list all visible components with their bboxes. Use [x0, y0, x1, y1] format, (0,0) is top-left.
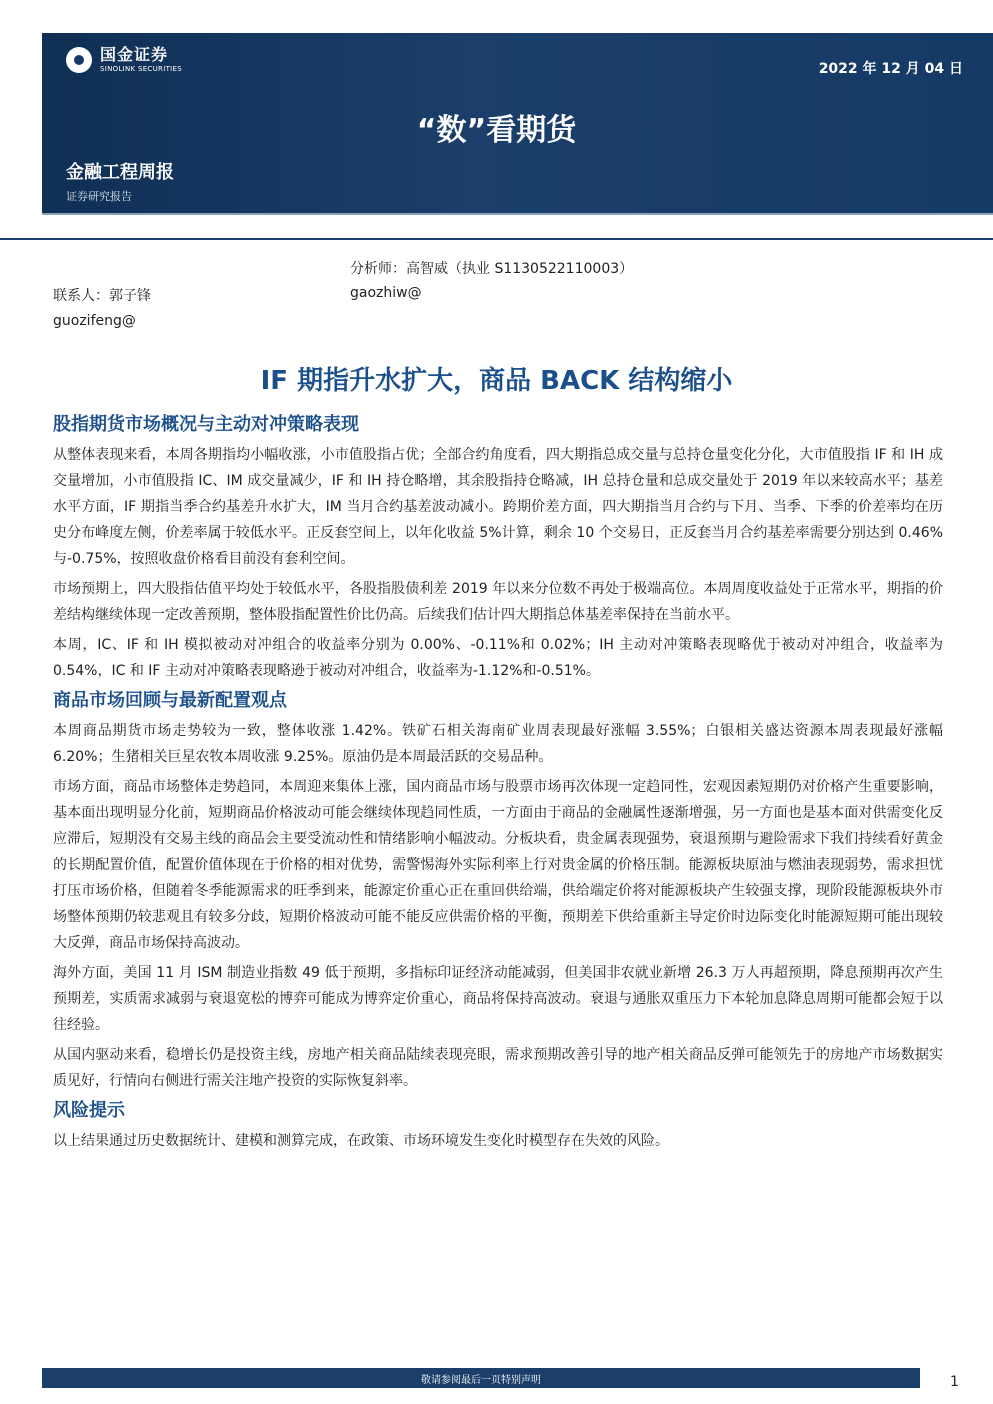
logo-en-text: SINOLINK SECURITIES [100, 65, 182, 73]
paragraph: 本周商品期货市场走势较为一致，整体收涨 1.42%。铁矿石相关海南矿业周表现最好涨幅 3.55%；白银相关盛达资源本周表现最好涨幅 6.20%；生猪相关巨星农牧本周收涨 9.25%。原油仍是本周最活跃的交易品种。 [53, 723, 943, 765]
report-body [53, 412, 943, 1158]
header-rule [0, 238, 993, 240]
report-date: 2022 年 12 月 04 日 [818, 61, 963, 77]
headline: IF 期指升水扩大，商品 BACK 结构缩小 [260, 366, 733, 396]
company-logo [66, 44, 182, 76]
paragraph: 市场方面，商品市场整体走势趋同，本周迎来集体上涨，国内商品市场与股票市场再次体现一定趋同性，宏观因素短期仍对价格产生重要影响，基本面出现明显分化前，短期商品价格波动可能会继续体现趋同性质，一方面由于商品的金融属性逐渐增强，另一方面也是基本面对供需变化反应滞后，短期没有交易主线的商品会主要受流动性和情绪影响小幅波动。分板块看，贵金属表现强势，衰退预期与避险需求下我们持续看好黄金的长期配置价值，配置价值体现在于价格的相对优势，需警惕海外实际利率上行对贵金属的价格压制。能源板块原油与燃油表现弱势，需求担忧打压市场价格，但随着冬季能源需求的旺季到来，能源定价重心正在重回供给端，供给端定价将对能源板块产生较强支撑，现阶段能源板块外市场整体预期仍较悲观且有较多分歧，短期价格波动可能不能反应供需价格的平衡，预期差下供给重新主导定价时边际变化时能源短期可能出现较大反弹，商品市场保持高波动。 [53, 779, 943, 951]
report-title: “数”看期货 [416, 113, 577, 148]
footer-notice: 敬请参阅最后一页特别声明 [421, 1375, 541, 1386]
banner-divider [42, 213, 993, 215]
paragraph: 从整体表现来看，本周各期指均小幅收涨，小市值股指占优；全部合约角度看，四大期指总成交量与总持仓量变化分化，大市值股指 IF 和 IH 成交量增加，小市值股指 IC、IM 成交量减少，IF 和 IH 持仓略增，其余股指持仓略减，IH 总持仓量和总成交量处于 2019 年以来较高水平；基差水平方面，IF 期指当季合约基差升水扩大，IM 当月合约基差波动减小。跨期价差方面，四大期指当月合约与下月、当季、下季的价差率均在历史分布峰度左侧，价差率属于较低水平。正反套空间上，以年化收益 5%计算，剩余 10 个交易日，正反套当月合约基差率需要分别达到 0.46%与-0.75%，按照收盘价格看目前没有套利空间。 [53, 447, 943, 567]
section-title-risk: 风险提示 [53, 1100, 125, 1121]
report-subtype: 证券研究报告 [66, 190, 132, 203]
paragraph: 海外方面，美国 11 月 ISM 制造业指数 49 低于预期，多指标印证经济动能减弱，但美国非农就业新增 26.3 万人再超预期，降息预期再次产生预期差，实质需求减弱与衰退宽松的博弈可能成为博弈定价重心，商品将保持高波动。衰退与通胀双重压力下本轮加息降息周期可能都会短于以往经验。 [53, 965, 943, 1033]
analyst-email: gaozhiw@ [350, 285, 422, 301]
logo-mark-icon [66, 47, 92, 73]
paragraph: 本周，IC、IF 和 IH 模拟被动对冲组合的收益率分别为 0.00%、-0.11%和 0.02%；IH 主动对冲策略表现略优于被动对冲组合，收益率为 0.54%，IC 和 IF 主动对冲策略表现略逊于被动对冲组合，收益率为-1.12%和-0.51%。 [53, 637, 943, 679]
paragraph: 从国内驱动来看，稳增长仍是投资主线，房地产相关商品陆续表现亮眼，需求预期改善引导的地产相关商品反弹可能领先于的房地产市场数据实质见好，行情向右侧进行需关注地产投资的实际恢复斜率。 [53, 1047, 943, 1089]
report-type: 金融工程周报 [66, 162, 174, 183]
contact-email: guozifeng@ [53, 313, 136, 329]
page-number: 1 [950, 1374, 959, 1390]
section-title-futures: 股指期货市场概况与主动对冲策略表现 [53, 414, 359, 435]
section-title-commodities: 商品市场回顾与最新配置观点 [53, 690, 287, 711]
analyst-info: 分析师：高智威（执业 S1130522110003） [350, 261, 634, 277]
paragraph: 以上结果通过历史数据统计、建模和测算完成，在政策、市场环境发生变化时模型存在失效的风险。 [53, 1133, 669, 1149]
logo-cn-text: 国金证券 [100, 45, 169, 64]
contact-info: 联系人：郭子锋 [53, 288, 151, 304]
paragraph: 市场预期上，四大股指估值平均处于较低水平，各股指股债利差 2019 年以来分位数不再处于极端高位。本周周度收益处于正常水平，期指的价差结构继续体现一定改善预期，整体股指配置性价比仍高。后续我们估计四大期指总体基差率保持在当前水平。 [53, 581, 943, 623]
